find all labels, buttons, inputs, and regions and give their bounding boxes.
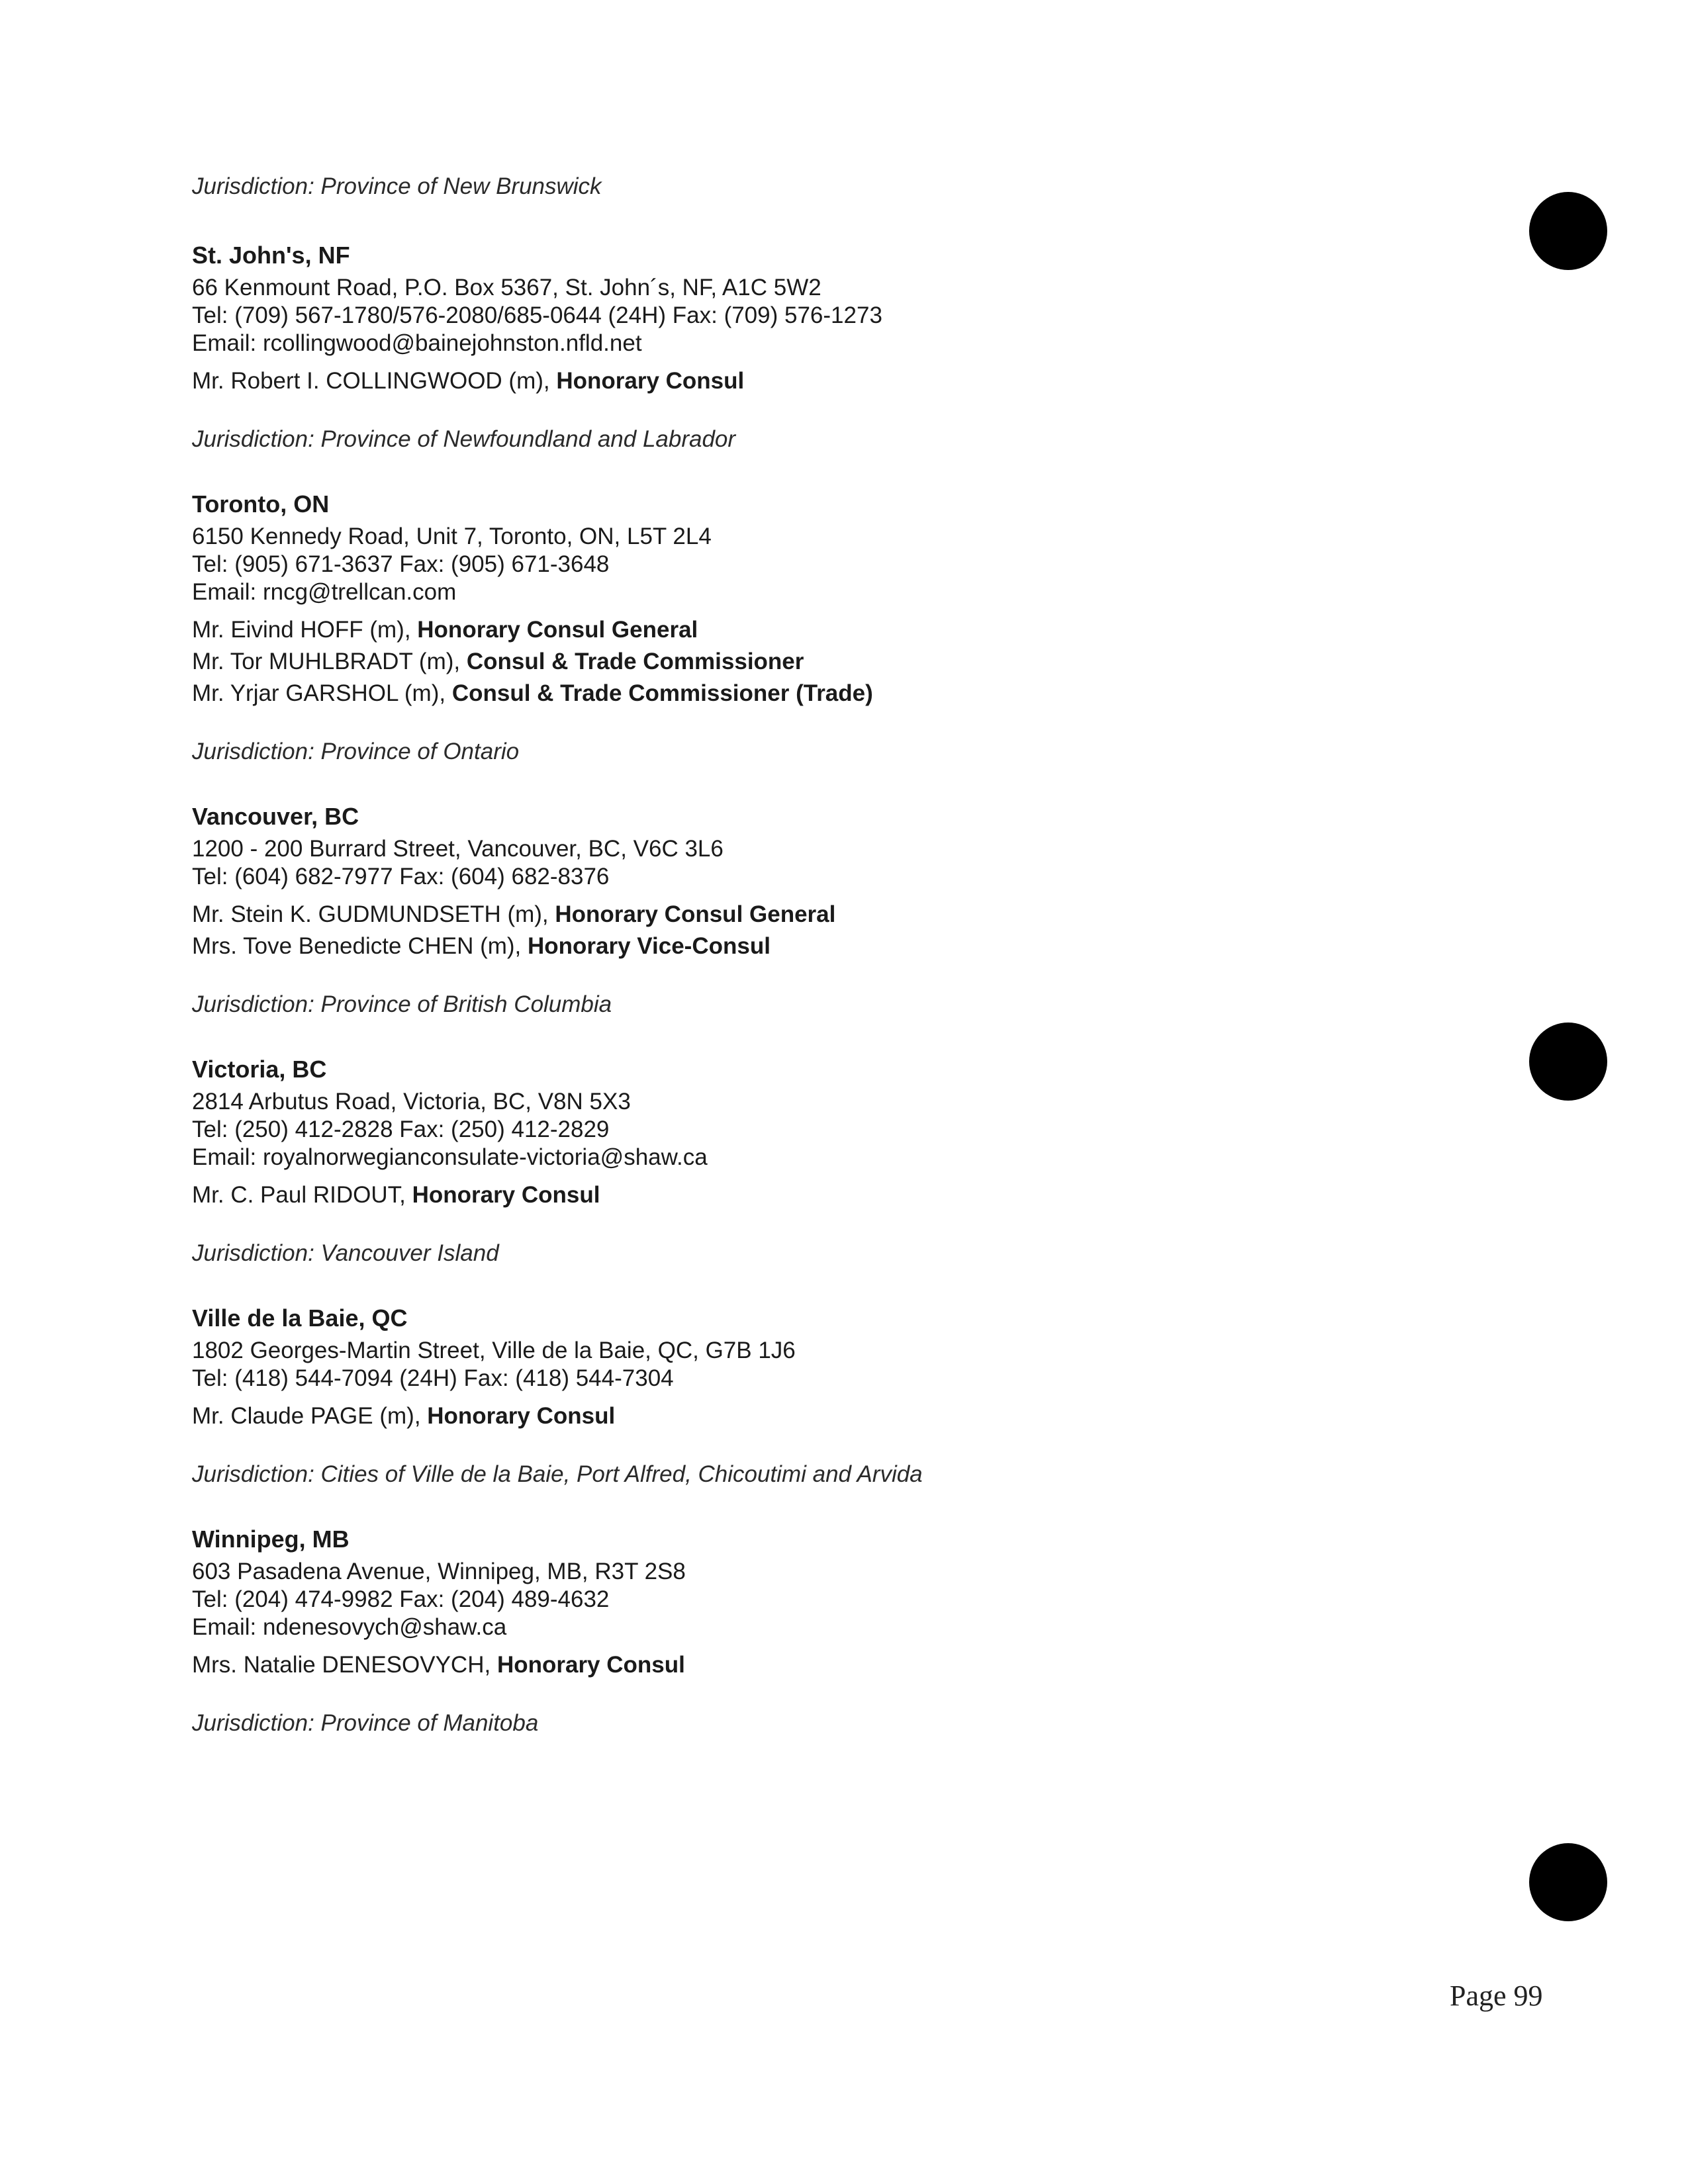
staff-title: Honorary Consul General — [555, 901, 836, 927]
staff-member — [192, 365, 1450, 397]
office-city: Victoria, BC — [192, 1056, 327, 1083]
staff-member — [192, 931, 1450, 962]
office-contact-line: Email: rncg@trellcan.com — [192, 579, 457, 605]
punch-hole-middle — [1529, 1023, 1607, 1101]
staff-member — [192, 646, 1450, 678]
office-jurisdiction: Jurisdiction: Province of Ontario — [192, 739, 520, 764]
page-number: Page 99 — [1450, 1979, 1543, 2012]
office-staff — [192, 899, 1450, 962]
office-contact-line: Tel: (905) 671-3637 Fax: (905) 671-3648 — [192, 551, 610, 577]
staff-name: Mr. Yrjar GARSHOL (m), — [192, 680, 452, 706]
staff-member — [192, 899, 1450, 931]
office-city: St. John's, NF — [192, 242, 350, 269]
office-jurisdiction: Jurisdiction: Cities of Ville de la Baie, Port Alfred, Chicoutimi and Arvida — [192, 1461, 923, 1487]
office-contact-line: Tel: (418) 544-7094 (24H) Fax: (418) 544-7304 — [192, 1365, 674, 1391]
office-contact-line: Tel: (604) 682-7977 Fax: (604) 682-8376 — [192, 864, 610, 889]
jurisdiction-new-brunswick: Jurisdiction: Province of New Brunswick — [192, 173, 602, 199]
staff-title: Honorary Consul — [427, 1403, 616, 1429]
office-contact-line: 603 Pasadena Avenue, Winnipeg, MB, R3T 2S8 — [192, 1559, 686, 1584]
staff-member — [192, 678, 1450, 709]
staff-name: Mr. C. Paul RIDOUT, — [192, 1182, 412, 1208]
staff-title: Honorary Consul General — [417, 617, 698, 643]
staff-name: Mr. Claude PAGE (m), — [192, 1403, 428, 1429]
office-staff — [192, 614, 1450, 709]
office-staff — [192, 1649, 1450, 1681]
staff-title: Consul & Trade Commissioner — [466, 649, 804, 674]
office-entry — [192, 1525, 1450, 1737]
page-content — [192, 173, 1450, 1774]
staff-name: Mr. Stein K. GUDMUNDSETH (m), — [192, 901, 555, 927]
office-entry — [192, 1304, 1450, 1488]
office-jurisdiction: Jurisdiction: Province of British Columbia — [192, 991, 612, 1017]
staff-title: Honorary Consul — [412, 1182, 600, 1208]
staff-member — [192, 1179, 1450, 1211]
office-jurisdiction: Jurisdiction: Province of Manitoba — [192, 1710, 539, 1736]
staff-name: Mr. Eivind HOFF (m), — [192, 617, 418, 643]
office-contact-line: Email: royalnorwegianconsulate-victoria@shaw.ca — [192, 1144, 708, 1170]
punch-hole-top — [1529, 192, 1607, 270]
office-jurisdiction: Jurisdiction: Province of Newfoundland and Labrador — [192, 426, 736, 452]
office-contact-line: Tel: (250) 412-2828 Fax: (250) 412-2829 — [192, 1116, 610, 1142]
office-entry — [192, 490, 1450, 765]
staff-title: Honorary Consul — [556, 368, 745, 394]
office-staff — [192, 1400, 1450, 1432]
office-contact-line: 66 Kenmount Road, P.O. Box 5367, St. John´s, NF, A1C 5W2 — [192, 275, 821, 300]
staff-name: Mrs. Natalie DENESOVYCH, — [192, 1652, 497, 1678]
office-city: Vancouver, BC — [192, 803, 359, 830]
office-city: Ville de la Baie, QC — [192, 1304, 408, 1332]
office-contact-line: 1200 - 200 Burrard Street, Vancouver, BC, V6C 3L6 — [192, 836, 724, 862]
office-staff — [192, 1179, 1450, 1211]
office-contact-line: Email: rcollingwood@bainejohnston.nfld.net — [192, 330, 642, 356]
office-entry — [192, 241, 1450, 453]
office-list — [192, 241, 1450, 1737]
office-contact-line: Tel: (709) 567-1780/576-2080/685-0644 (24H) Fax: (709) 576-1273 — [192, 302, 882, 328]
punch-hole-bottom — [1529, 1843, 1607, 1921]
office-contact-line: 6150 Kennedy Road, Unit 7, Toronto, ON, L5T 2L4 — [192, 523, 712, 549]
staff-name: Mrs. Tove Benedicte CHEN (m), — [192, 933, 528, 959]
office-city: Winnipeg, MB — [192, 1525, 350, 1553]
office-entry — [192, 802, 1450, 1018]
office-city: Toronto, ON — [192, 490, 330, 518]
staff-member — [192, 614, 1450, 646]
staff-name: Mr. Tor MUHLBRADT (m), — [192, 649, 467, 674]
staff-title: Honorary Consul — [496, 1652, 685, 1678]
staff-name: Mr. Robert I. COLLINGWOOD (m), — [192, 368, 557, 394]
office-jurisdiction: Jurisdiction: Vancouver Island — [192, 1240, 499, 1266]
staff-member — [192, 1649, 1450, 1681]
office-contact-line: 2814 Arbutus Road, Victoria, BC, V8N 5X3 — [192, 1089, 631, 1115]
office-contact-line: Tel: (204) 474-9982 Fax: (204) 489-4632 — [192, 1586, 610, 1612]
staff-member — [192, 1400, 1450, 1432]
staff-title: Consul & Trade Commissioner (Trade) — [451, 680, 873, 706]
office-contact-line: Email: ndenesovych@shaw.ca — [192, 1614, 507, 1640]
office-staff — [192, 365, 1450, 397]
office-entry — [192, 1055, 1450, 1267]
staff-title: Honorary Vice-Consul — [528, 933, 771, 959]
office-contact-line: 1802 Georges-Martin Street, Ville de la Baie, QC, G7B 1J6 — [192, 1338, 796, 1363]
